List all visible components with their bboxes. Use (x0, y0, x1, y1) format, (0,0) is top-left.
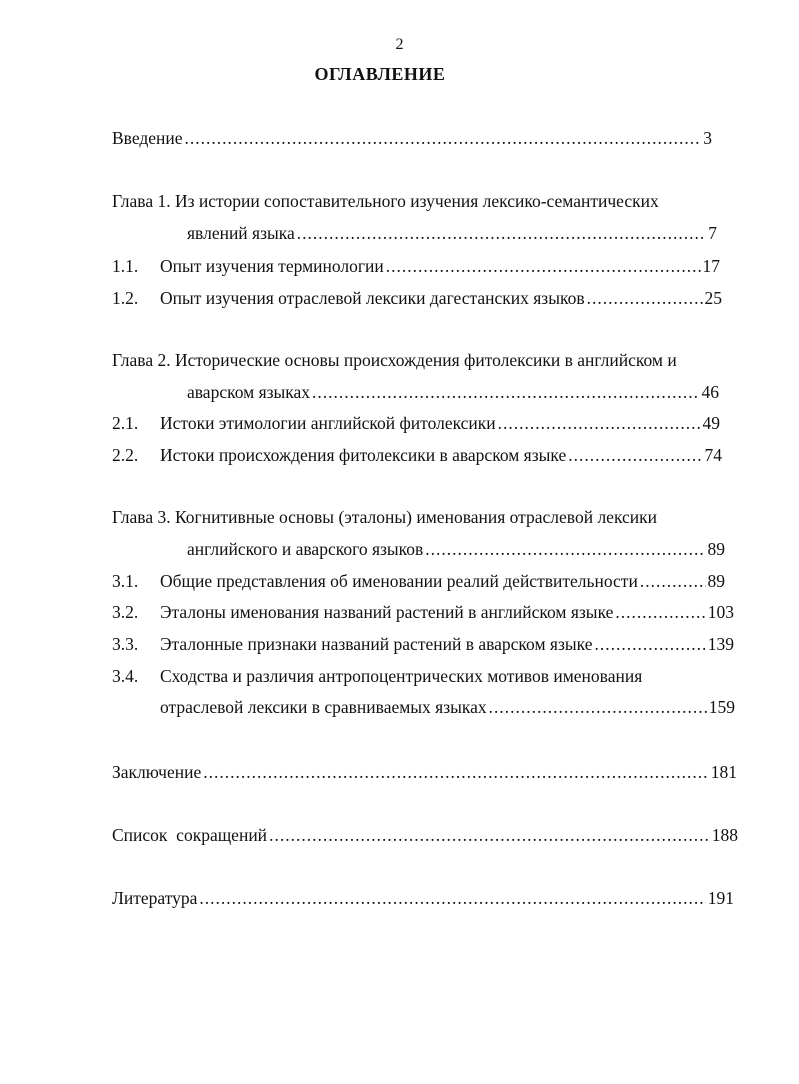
toc-entry-chapter-3[interactable] (187, 538, 725, 560)
section-number: 3.4. (112, 666, 139, 686)
toc-label: аварском языках (187, 382, 311, 402)
toc-entry-conclusion[interactable] (112, 761, 737, 783)
toc-entry-intro[interactable] (112, 127, 712, 149)
toc-entry-chapter-1[interactable] (187, 222, 717, 244)
section-number: 3.2. (112, 602, 139, 622)
toc-entry-3-4[interactable] (160, 696, 735, 718)
dot-leader (199, 887, 705, 909)
section-number: 3.3. (112, 634, 139, 654)
toc-label: Истоки происхождения фитолексики в аварском языке (160, 445, 567, 465)
toc-page: 46 (701, 382, 719, 402)
dot-leader (203, 761, 709, 783)
section-number: 1.2. (112, 288, 139, 308)
page-number: 2 (395, 36, 404, 53)
toc-entry-3-3[interactable] (112, 633, 734, 655)
toc-label: Истоки этимологии английской фитолексики (160, 413, 496, 433)
toc-label: явлений языка (187, 223, 295, 243)
toc-entry-3-2[interactable] (112, 601, 734, 623)
dot-leader (297, 222, 706, 244)
dot-leader (587, 287, 703, 309)
dot-leader (489, 696, 707, 718)
toc-label: Опыт изучения терминологии (160, 256, 384, 276)
dot-leader (386, 255, 701, 277)
section-number: 1.1. (112, 256, 139, 276)
section-number: 3.1. (112, 571, 139, 591)
toc-page: 74 (704, 445, 722, 465)
dot-leader (498, 412, 701, 434)
toc-page: 17 (702, 256, 720, 276)
dot-leader (640, 570, 706, 592)
toc-entry-chapter-2[interactable] (187, 381, 719, 403)
dot-leader (312, 381, 699, 403)
section-number: 2.1. (112, 413, 139, 433)
toc-label: английского и аварского языков (187, 539, 424, 559)
toc-page: 25 (704, 288, 722, 308)
toc-page: 139 (707, 634, 734, 654)
chapter-3-heading[interactable]: Глава 3. Когнитивные основы (эталоны) именования отраслевой лексики (112, 507, 658, 527)
toc-page: 181 (710, 762, 737, 782)
toc-label: Общие представления об именовании реалий действительности (160, 571, 638, 591)
toc-entry-3-4-heading[interactable] (112, 665, 642, 687)
toc-label: Введение (112, 128, 183, 148)
toc-label: Сходства и различия антропоцентрических мотивов именования (160, 666, 643, 686)
toc-label: Эталонные признаки названий растений в аварском языке (160, 634, 593, 654)
toc-page: 7 (708, 223, 717, 243)
toc-entry-2-1[interactable] (112, 412, 720, 434)
dot-leader (568, 444, 702, 466)
dot-leader (615, 601, 705, 623)
toc-page: 188 (711, 825, 738, 845)
toc-page: 103 (707, 602, 734, 622)
toc-label: Список сокращений (112, 825, 268, 845)
toc-page: 191 (707, 888, 734, 908)
toc-page: 3 (703, 128, 712, 148)
toc-entry-1-1[interactable] (112, 255, 720, 277)
toc-label: Эталоны именования названий растений в английском языке (160, 602, 614, 622)
chapter-1-heading[interactable]: Глава 1. Из истории сопоставительного изучения лексико-семантических (112, 191, 659, 211)
toc-entry-1-2[interactable] (112, 287, 722, 309)
toc-page: 89 (707, 539, 725, 559)
toc-entry-2-2[interactable] (112, 444, 722, 466)
dot-leader (269, 824, 710, 846)
toc-entry-abbreviations[interactable] (112, 824, 738, 846)
toc-label: Опыт изучения отраслевой лексики дагестанских языков (160, 288, 585, 308)
dot-leader (185, 127, 702, 149)
toc-page: 89 (707, 571, 725, 591)
chapter-2-heading[interactable]: Глава 2. Исторические основы происхождения фитолексики в английском и (112, 350, 677, 370)
toc-page: 159 (708, 697, 735, 717)
section-number: 2.2. (112, 445, 139, 465)
toc-label: Литература (112, 888, 198, 908)
page-title: ОГЛАВЛЕНИЕ (314, 64, 446, 84)
toc-page: 49 (702, 413, 720, 433)
toc-label: отраслевой лексики в сравниваемых языках (160, 697, 487, 717)
toc-entry-literature[interactable] (112, 887, 734, 909)
toc-label: Заключение (112, 762, 202, 782)
dot-leader (425, 538, 705, 560)
toc-entry-3-1[interactable] (112, 570, 725, 592)
dot-leader (594, 633, 705, 655)
